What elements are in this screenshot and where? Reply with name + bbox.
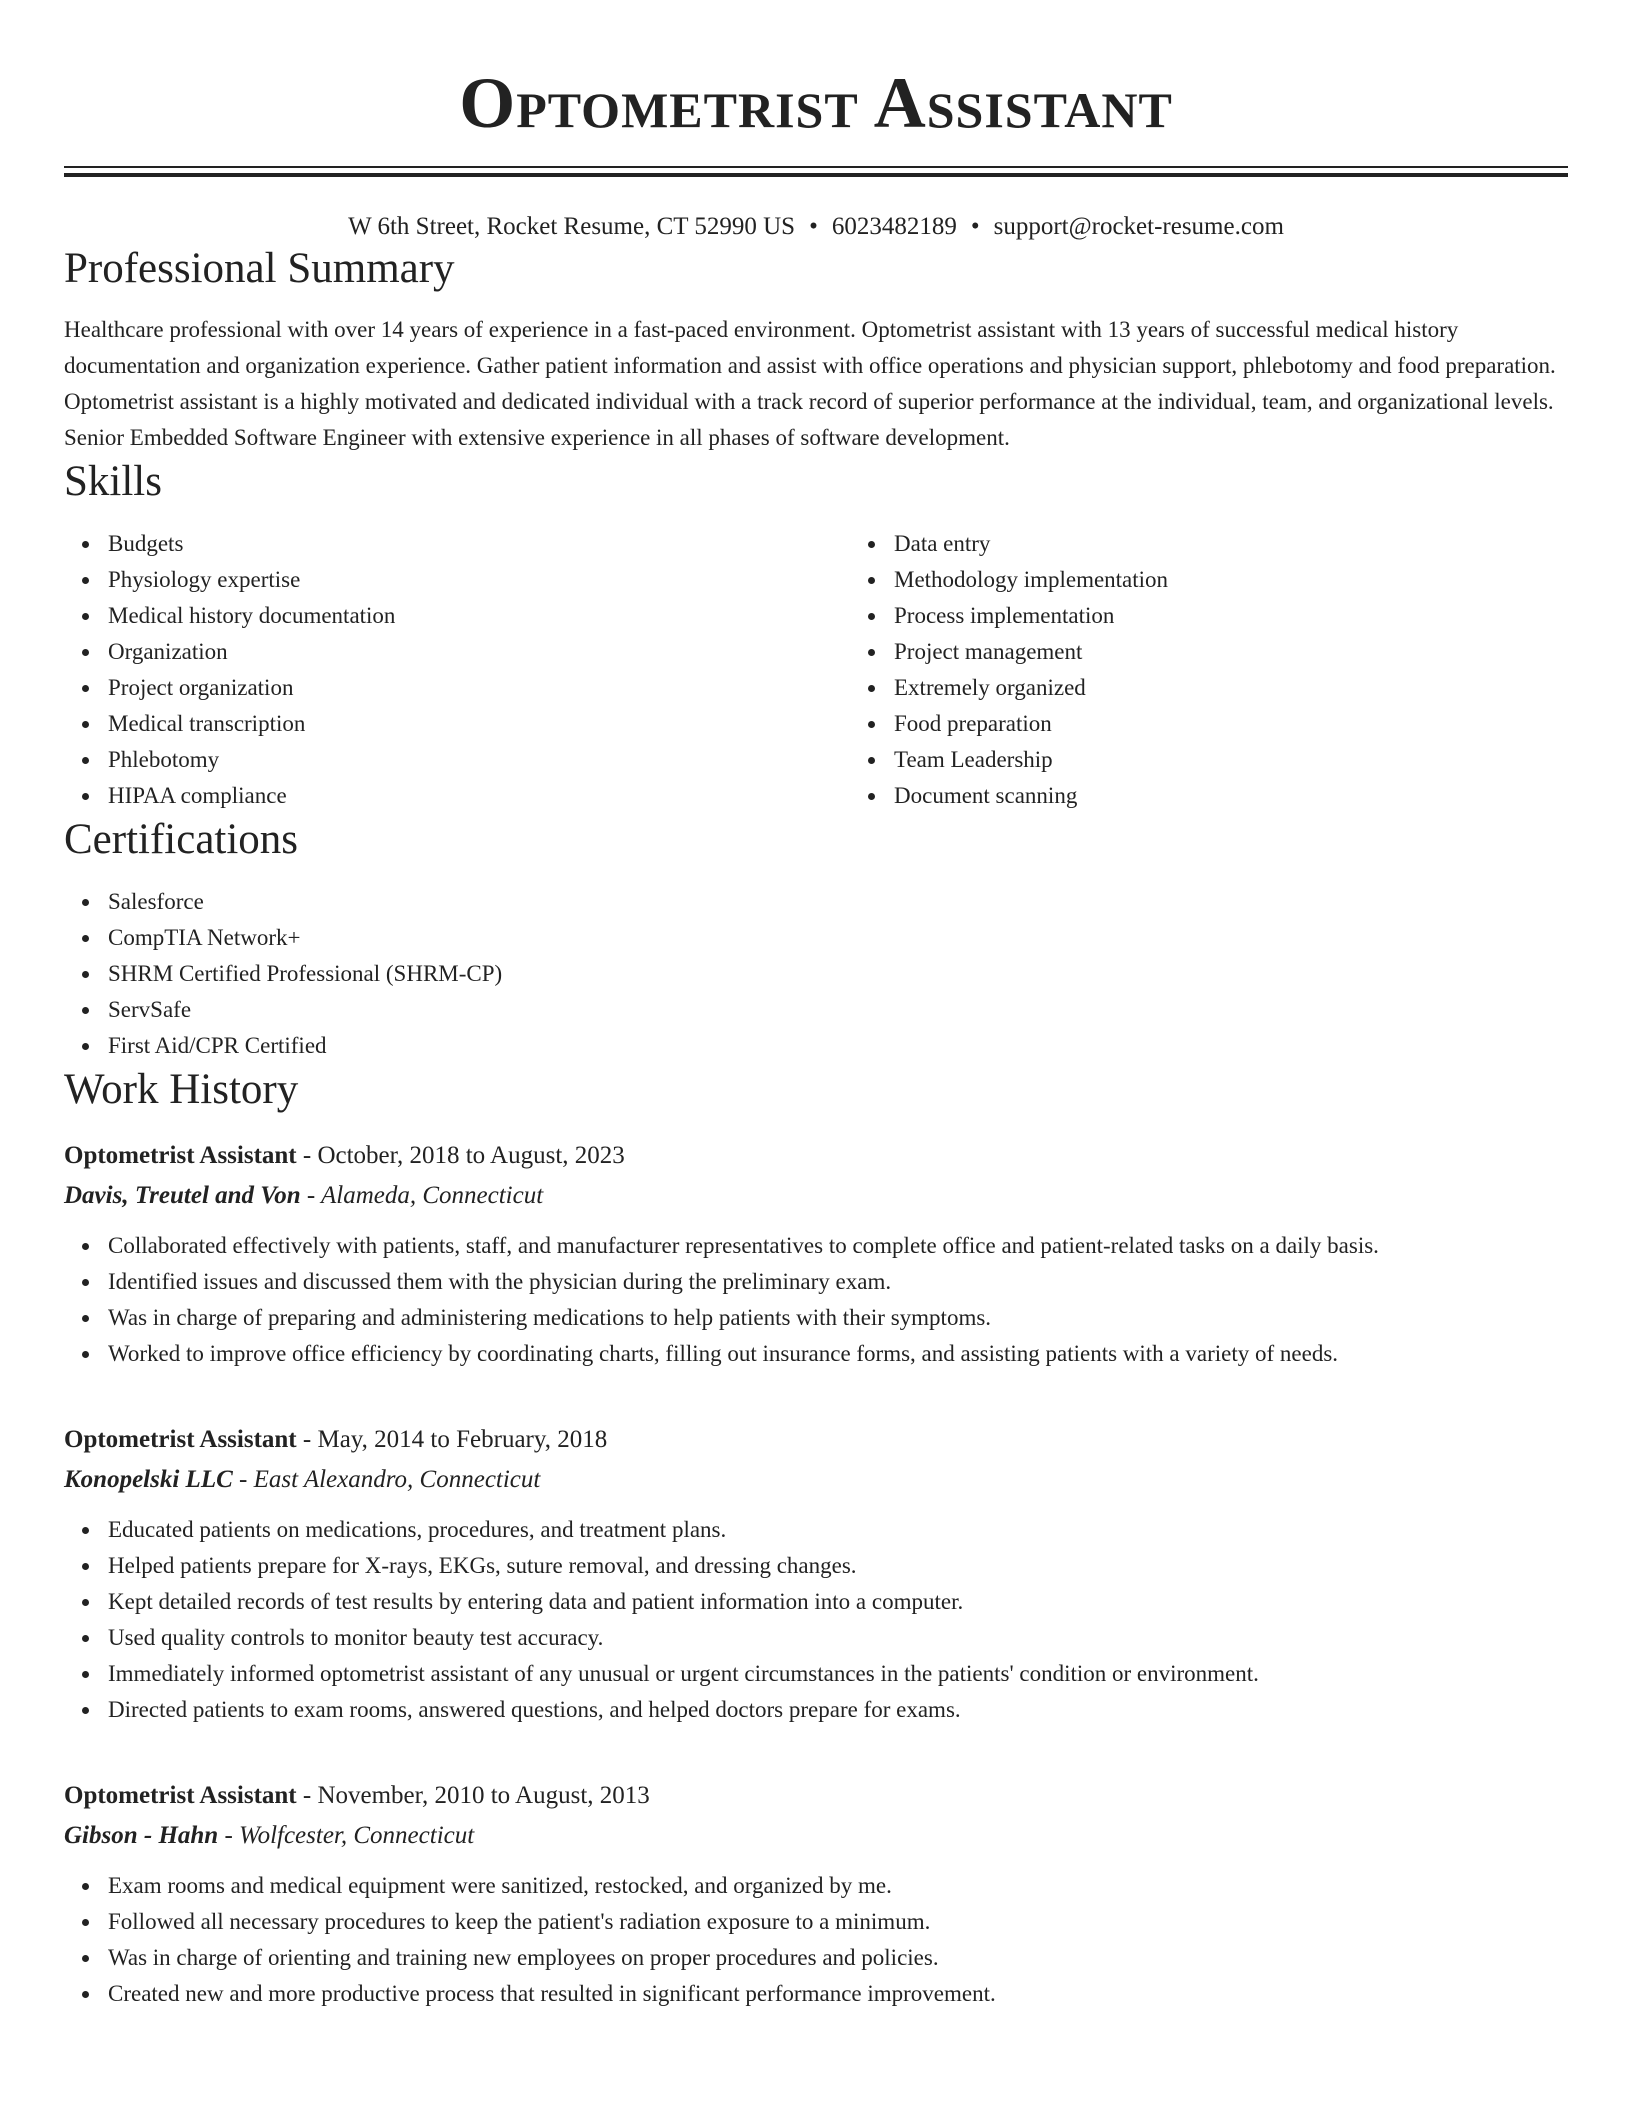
job-entry xyxy=(64,1136,1568,1372)
job-company-line xyxy=(64,1816,1568,1856)
job-company: Gibson - Hahn xyxy=(64,1822,219,1849)
skill-item: Team Leadership xyxy=(894,742,1632,778)
skill-item: Extremely organized xyxy=(894,670,1632,706)
contact-address: W 6th Street, Rocket Resume, CT 52990 US xyxy=(348,213,796,240)
job-company-line xyxy=(64,1460,1568,1500)
job-duties-list xyxy=(64,1228,1568,1372)
job-duty-item: Identified issues and discussed them with the physician during the preliminary exam. xyxy=(108,1264,1568,1300)
job-duties-list xyxy=(64,1868,1568,2012)
job-entry xyxy=(64,1776,1568,2012)
header-divider-thin xyxy=(64,166,1568,168)
job-dates: - May, 2014 to February, 2018 xyxy=(296,1426,608,1453)
summary-paragraph: Healthcare professional with over 14 years of experience in a fast-paced environment. Optometrist assistant with 13 years of successful medical history documentation and organization experience. Gather patient information and assist with office operations and physician support, phlebotomy and food preparation. Optometrist assistant is a highly motivated and dedicated individual with a track record of superior performance at the individual, team, and organizational levels. Senior Embedded Software Engineer with extensive experience in all phases of software development. xyxy=(64,317,1556,450)
work-history-section xyxy=(64,1064,1568,2012)
certification-item: SHRM Certified Professional (SHRM-CP) xyxy=(108,956,1568,992)
job-company-line xyxy=(64,1176,1568,1216)
certification-item: ServSafe xyxy=(108,992,1568,1028)
job-duty-item: Kept detailed records of test results by entering data and patient information into a computer. xyxy=(108,1584,1568,1620)
job-duty-item: Collaborated effectively with patients, staff, and manufacturer representatives to complete office and patient-related tasks on a daily basis. xyxy=(108,1228,1568,1264)
skill-item: Process implementation xyxy=(894,598,1632,634)
section-title-summary: Professional Summary xyxy=(64,245,455,292)
job-duty-item: Used quality controls to monitor beauty test accuracy. xyxy=(108,1620,1568,1656)
certification-item: First Aid/CPR Certified xyxy=(108,1028,1568,1064)
skill-item: Document scanning xyxy=(894,778,1632,814)
job-role: Optometrist Assistant xyxy=(64,1426,297,1453)
job-role: Optometrist Assistant xyxy=(64,1142,297,1169)
job-role: Optometrist Assistant xyxy=(64,1782,297,1809)
job-title-line xyxy=(64,1776,1568,1816)
job-entry xyxy=(64,1420,1568,1728)
certification-item: Salesforce xyxy=(108,884,1568,920)
skill-item: Medical transcription xyxy=(108,706,850,742)
skill-item: Budgets xyxy=(108,526,850,562)
job-location: - East Alexandro, Connecticut xyxy=(232,1466,541,1493)
skill-item: Methodology implementation xyxy=(894,562,1632,598)
skills-section xyxy=(64,456,1568,814)
professional-summary-section xyxy=(64,243,1568,456)
job-duties-list xyxy=(64,1512,1568,1728)
section-title-skills: Skills xyxy=(64,458,162,505)
job-duty-item: Helped patients prepare for X-rays, EKGs, suture removal, and dressing changes. xyxy=(108,1548,1568,1584)
skill-item: Data entry xyxy=(894,526,1632,562)
job-location: - Alameda, Connecticut xyxy=(300,1182,544,1209)
skill-item: Medical history documentation xyxy=(108,598,850,634)
skills-list-right xyxy=(850,526,1632,814)
job-location: - Wolfcester, Connecticut xyxy=(218,1822,475,1849)
contact-phone: 6023482189 xyxy=(831,213,957,240)
skill-item: Project organization xyxy=(108,670,850,706)
skill-item: Phlebotomy xyxy=(108,742,850,778)
contact-separator: • xyxy=(970,213,980,240)
job-duty-item: Educated patients on medications, procedures, and treatment plans. xyxy=(108,1512,1568,1548)
job-duty-item: Worked to improve office efficiency by coordinating charts, filling out insurance forms, and assisting patients with a variety of needs. xyxy=(108,1336,1568,1372)
contact-separator: • xyxy=(809,213,818,240)
job-duty-item: Directed patients to exam rooms, answered questions, and helped doctors prepare for exams. xyxy=(108,1692,1568,1728)
job-company: Davis, Treutel and Von xyxy=(64,1182,301,1209)
skill-item: Physiology expertise xyxy=(108,562,850,598)
skills-list-left xyxy=(64,526,850,814)
certifications-section xyxy=(64,814,1568,1064)
job-duty-item: Was in charge of orienting and training new employees on proper procedures and policies. xyxy=(108,1940,1568,1976)
job-duty-item: Was in charge of preparing and administering medications to help patients with their symptoms. xyxy=(108,1300,1568,1336)
skill-item: HIPAA compliance xyxy=(108,778,850,814)
contact-email: support@rocket-resume.com xyxy=(993,213,1284,240)
candidate-title: Optometrist Assistant xyxy=(459,63,1173,143)
section-title-certifications: Certifications xyxy=(64,816,299,863)
job-dates: - November, 2010 to August, 2013 xyxy=(296,1782,650,1809)
skills-columns xyxy=(64,526,1568,814)
job-duty-item: Followed all necessary procedures to keep the patient's radiation exposure to a minimum. xyxy=(108,1904,1568,1940)
skill-item: Organization xyxy=(108,634,850,670)
section-title-work-history: Work History xyxy=(64,1066,299,1113)
resume-header xyxy=(64,0,1568,243)
certifications-list xyxy=(64,884,1568,1064)
job-company: Konopelski LLC xyxy=(64,1466,233,1493)
job-duty-item: Immediately informed optometrist assistant of any unusual or urgent circumstances in the patients' condition or environment. xyxy=(108,1656,1568,1692)
job-duty-item: Created new and more productive process that resulted in significant performance improvement. xyxy=(108,1976,1568,2012)
job-duty-item: Exam rooms and medical equipment were sanitized, restocked, and organized by me. xyxy=(108,1868,1568,1904)
certification-item: CompTIA Network+ xyxy=(108,920,1568,956)
skill-item: Project management xyxy=(894,634,1632,670)
job-dates: - October, 2018 to August, 2023 xyxy=(296,1142,625,1169)
contact-line xyxy=(64,211,1568,243)
skill-item: Food preparation xyxy=(894,706,1632,742)
header-divider-thick xyxy=(64,173,1568,177)
job-title-line xyxy=(64,1136,1568,1176)
job-title-line xyxy=(64,1420,1568,1460)
